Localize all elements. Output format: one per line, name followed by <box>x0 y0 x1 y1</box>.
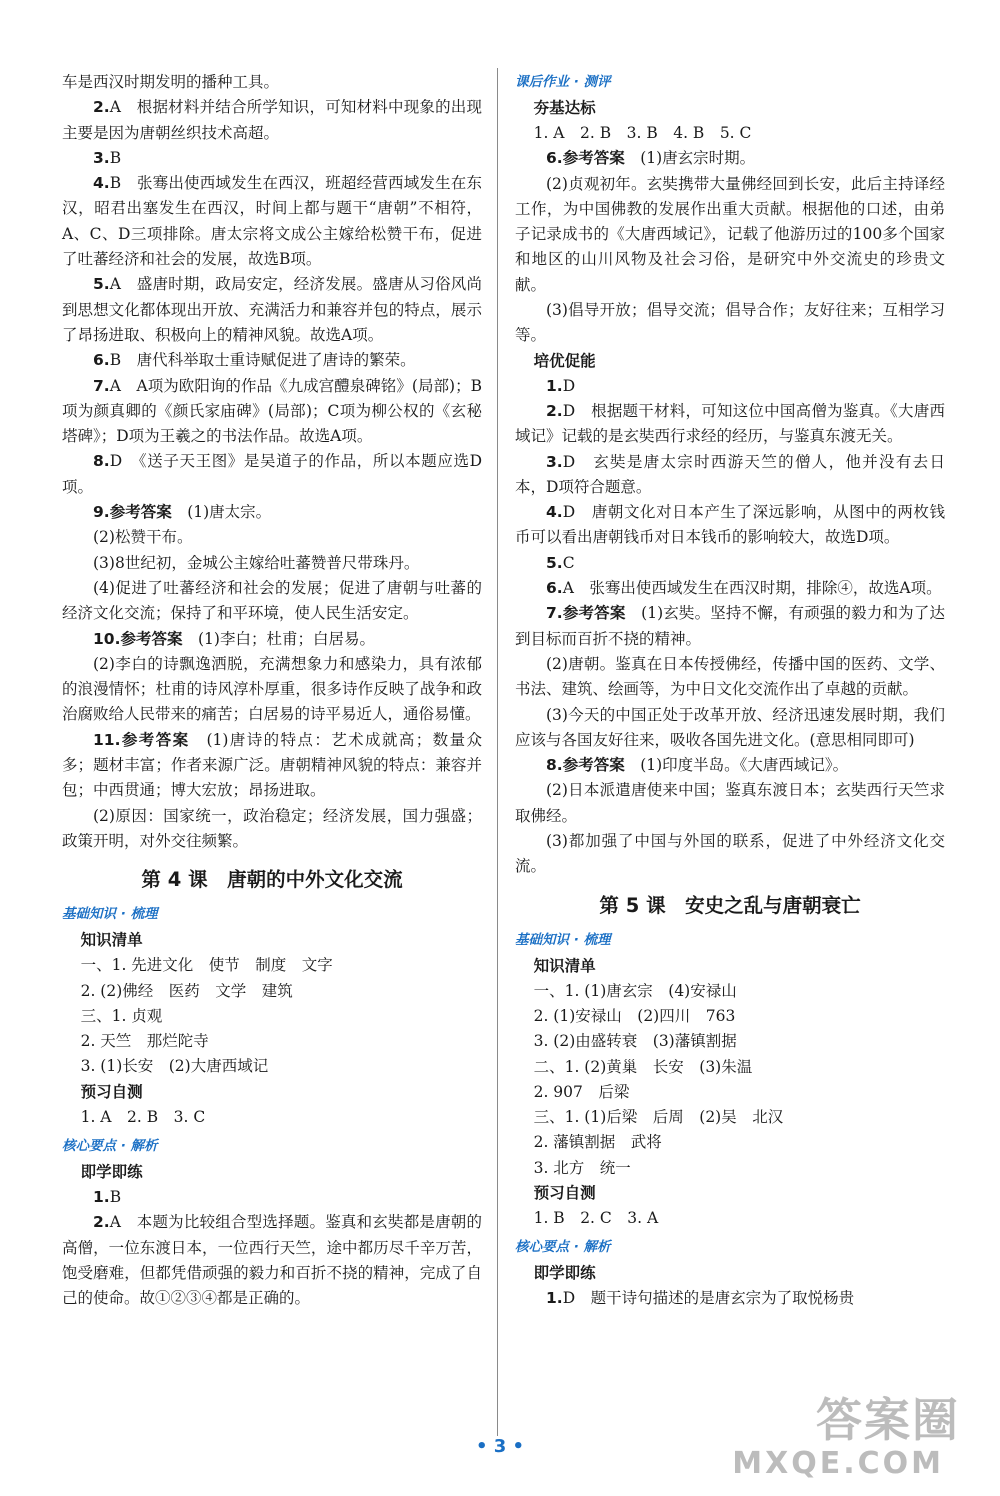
knowledge-item: 3. (2)由盛转衰 (3)藩镇割据 <box>533 1032 737 1051</box>
section-label: 核心要点 · 解析 <box>515 1239 611 1256</box>
answer-item: 8.参考答案 (1)印度半岛。《大唐西域记》。 <box>546 756 849 775</box>
knowledge-item: 2. (2)佛经 医药 文学 建筑 <box>80 981 293 1000</box>
subsection-heading: 夯基达标 <box>533 99 596 117</box>
answer-item: 7.A A项为欧阳询的作品《九成宫醴泉碑铭》(局部)；B项为颜真卿的《颜氏家庙碑》(局部)；C项为柳公权的《玄秘塔碑》；D项为王羲之的书法作品。故选A项。 <box>62 376 482 446</box>
watermark-url: MXQE.COM <box>732 1446 944 1481</box>
knowledge-item: 2. 天竺 那烂陀寺 <box>80 1032 209 1051</box>
knowledge-item: 2. 藩镇割据 武将 <box>533 1133 662 1152</box>
knowledge-item: 一、1. 先进文化 使节 制度 文字 <box>80 956 333 975</box>
knowledge-item: 一、1. (1)唐玄宗 (4)安禄山 <box>533 981 737 1000</box>
knowledge-item: 三、1. 贞观 <box>80 1006 163 1025</box>
answer-item: 3.B <box>93 148 122 167</box>
answer-item: 10.参考答案 (1)李白；杜甫；白居易。 <box>93 629 375 648</box>
answer-item: 2.D 根据题干材料，可知这位中国高僧为鉴真。《大唐西域记》记载的是玄奘西行求经的经历，与鉴真东渡无关。 <box>515 401 945 446</box>
subsection-heading: 预习自测 <box>80 1082 143 1101</box>
answer-text: (4)促进了吐蕃经济和社会的发展；促进了唐朝与吐蕃的经济文化交流；保持了和平环境，使人民生活安定。 <box>62 578 482 623</box>
section-label: 基础知识 · 梳理 <box>62 906 158 923</box>
knowledge-item: 三、1. (1)后梁 后周 (2)吴 北汉 <box>533 1108 784 1127</box>
section-label: 课后作业 · 测评 <box>515 74 611 90</box>
answer-item: 1.D <box>546 376 576 395</box>
answer-item: 4.D 唐朝文化对日本产生了深远影响，从图中的两枚钱币可以看出唐朝钱币对日本钱币的影响较大，故选D项。 <box>515 503 945 547</box>
answer-text: (3)倡导开放；倡导交流；倡导合作；友好往来；互相学习等。 <box>515 301 945 345</box>
answer-item: 3.D 玄奘是唐太宗时西游天竺的僧人，他并没有去日本，D项符合题意。 <box>515 452 945 496</box>
answer-item: 11.参考答案 (1)唐诗的特点：艺术成就高；数量众多；题材丰富；作者来源广泛。唐朝精神风貌的特点：兼容并包；中西贯通；博大宏放；昂扬进取。 <box>62 730 482 800</box>
section-label: 基础知识 · 梳理 <box>515 931 611 948</box>
knowledge-item: 2. 907 后梁 <box>533 1082 630 1101</box>
answer-text: (3)今天的中国正处于改革开放、经济迅速发展时期，我们应该与各国友好往来，吸收各国先进文化。(意思相同即可) <box>515 705 945 749</box>
subsection-heading: 培优促能 <box>533 351 596 370</box>
answer-text: (2)松赞干布。 <box>93 528 193 547</box>
answer-item: 7.参考答案 (1)玄奘。坚持不懈，有顽强的毅力和为了达到目标而百折不挠的精神。 <box>515 604 945 648</box>
answer-item: 2.A 本题为比较组合型选择题。鉴真和玄奘都是唐朝的高僧，一位东渡日本，一位西行天竺，途中都历尽千辛万苦，饱受磨难，但都凭借顽强的毅力和百折不挠的精神，完成了自己的使命。故①②③④都是正确的。 <box>62 1213 482 1308</box>
left-column <box>62 70 482 1311</box>
answer-text: (2)李白的诗飘逸洒脱，充满想象力和感染力，具有浓郁的浪漫情怀；杜甫的诗风淳朴厚重，很多诗作反映了战争和政治腐败给人民带来的痛苦；白居易的诗平易近人，通俗易懂。 <box>62 654 482 724</box>
knowledge-item: 3. (1)长安 (2)大唐西域记 <box>80 1057 269 1076</box>
quiz-answers: 1. A 2. B 3. C <box>80 1107 206 1126</box>
answer-item: 6.B 唐代科举取士重诗赋促进了唐诗的繁荣。 <box>93 351 416 370</box>
watermark-logo: 答案圈 <box>816 1393 960 1447</box>
answer-text: (2)原因：国家统一，政治稳定；经济发展，国力强盛；政策开明，对外交往频繁。 <box>62 806 482 850</box>
subsection-heading: 知识清单 <box>80 931 143 950</box>
answer-item: 6.参考答案 (1)唐玄宗时期。 <box>546 149 756 168</box>
quiz-answers: 1. B 2. C 3. A <box>533 1208 659 1227</box>
answer-item: 1.D 题干诗句描述的是唐玄宗为了取悦杨贵 <box>546 1289 855 1308</box>
subsection-heading: 知识清单 <box>533 956 596 975</box>
answer-item: 5.A 盛唐时期，政局安定，经济发展。盛唐从习俗风尚到思想文化都体现出开放、充满活力和兼容并包的特点，展示了昂扬进取、积极向上的精神风貌。故选A项。 <box>62 275 482 344</box>
section-label: 核心要点 · 解析 <box>62 1137 158 1154</box>
column-divider <box>497 68 498 1436</box>
answer-text: (3)8世纪初，金城公主嫁给吐蕃赞普尺带珠丹。 <box>93 553 420 572</box>
answer-item: 2.A 根据材料并结合所学知识，可知材料中现象的出现主要是因为唐朝丝织技术高超。 <box>62 98 482 142</box>
subsection-heading: 预习自测 <box>533 1183 596 1202</box>
knowledge-item: 二、1. (2)黄巢 长安 (3)朱温 <box>533 1057 753 1076</box>
answer-text: (3)都加强了中国与外国的联系，促进了中外经济文化交流。 <box>515 832 945 876</box>
subsection-heading: 即学即练 <box>533 1264 596 1283</box>
answer-item: 9.参考答案 (1)唐太宗。 <box>93 503 272 522</box>
page-number: • 3 • <box>475 1436 525 1457</box>
answer-item: 8.D 《送子天王图》是吴道子的作品，所以本题应选D项。 <box>62 452 482 496</box>
answer-item: 1.B <box>93 1187 122 1206</box>
answer-item: 5.C <box>546 553 575 572</box>
answer-item: 4.B 张骞出使西域发生在西汉，班超经营西域发生在东汉，昭君出塞发生在西汉，时间上都与题干“唐朝”不相符，A、C、D三项排除。唐太宗将文成公主嫁给松赞干布，促进了吐蕃经济和社会的发展，故选B项。 <box>62 174 482 269</box>
answer-text: (2)日本派遣唐使来中国；鉴真东渡日本；玄奘西行天竺求取佛经。 <box>515 781 945 825</box>
quiz-answers: 1. A 2. B 3. B 4. B 5. C <box>533 124 752 142</box>
knowledge-item: 2. (1)安禄山 (2)四川 763 <box>533 1006 736 1025</box>
subsection-heading: 即学即练 <box>80 1162 143 1181</box>
lesson-title: 第 5 课 安史之乱与唐朝衰亡 <box>599 893 861 917</box>
knowledge-item: 3. 北方 统一 <box>533 1158 631 1177</box>
answer-text: (2)唐朝。鉴真在日本传授佛经，传播中国的医药、文学、书法、建筑、绘画等，为中日文化交流作出了卓越的贡献。 <box>515 654 945 699</box>
answer-item: 6.A 张骞出使西域发生在西汉时期，排除④，故选A项。 <box>546 579 942 598</box>
answer-text: (2)贞观初年。玄奘携带大量佛经回到长安，此后主持译经工作，为中国佛教的发展作出重大贡献。根据他的口述，由弟子记录成书的《大唐西域记》，记载了他游历过的100多个国家和地区的山川风物及社会习俗，是研究中外交流史的珍贵文献。 <box>515 174 945 294</box>
right-column <box>515 70 945 1312</box>
answer-text: 车是西汉时期发明的播种工具。 <box>62 73 280 91</box>
lesson-title: 第 4 课 唐朝的中外文化交流 <box>141 868 403 892</box>
